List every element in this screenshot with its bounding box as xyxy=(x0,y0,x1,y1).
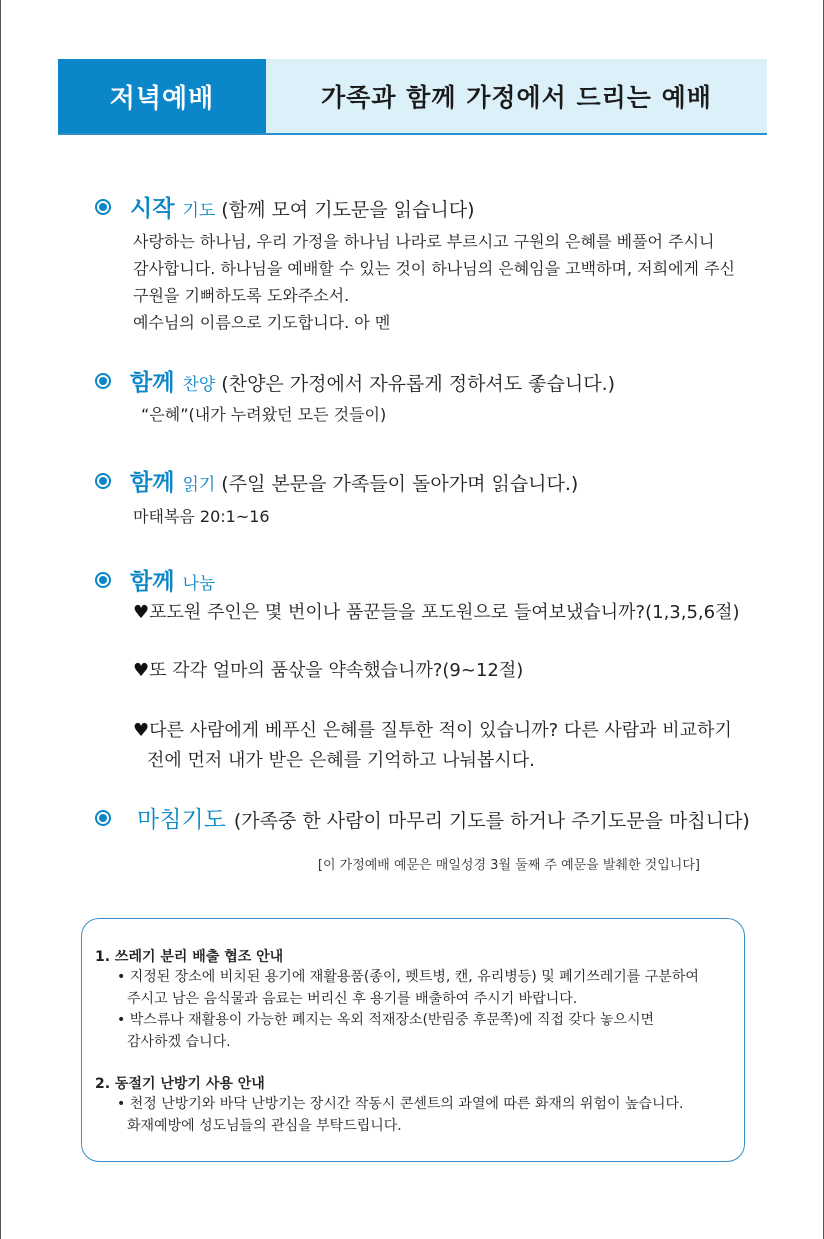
prayer-line: 사랑하는 하나님, 우리 가정을 하나님 나라로 부르시고 구원의 은혜를 베풀어 주시니 xyxy=(133,232,715,251)
section-sub-label: 나눔 xyxy=(182,574,216,594)
song-title: “은혜”(내가 누려왔던 모든 것들이) xyxy=(141,405,387,424)
source-footnote: [이 가정예배 예문은 매일성경 3월 둘째 주 예문을 발췌한 것입니다] xyxy=(317,858,700,873)
header-right-title: 가족과 함께 가정에서 드리는 예배 xyxy=(321,83,712,112)
sharing-question-2 xyxy=(133,656,763,686)
section-title xyxy=(95,190,775,223)
praise-song-title xyxy=(141,401,751,428)
section-reading xyxy=(95,464,775,497)
prayer-line: 예수님의 이름으로 기도합니다. 아 멘 xyxy=(133,313,391,332)
section-main-label: 마침기도 xyxy=(137,807,226,833)
bullet-circle-icon xyxy=(95,810,111,826)
section-note: (주일 본문을 가족들이 돌아가며 읽습니다.) xyxy=(221,473,579,495)
opening-prayer-text xyxy=(133,228,743,336)
question-text: 포도원 주인은 몇 번이나 품꾼들을 포도원으로 들여보냈습니까?(1,3,5,6절) xyxy=(149,602,740,623)
section-title xyxy=(95,464,775,497)
section-title xyxy=(95,801,775,834)
notice-line: • 천정 난방기와 바닥 난방기는 장시간 작동시 콘센트의 과열에 따른 화재의 위험이 높습니다. xyxy=(117,1096,684,1112)
notice-title-2: 2. 동절기 난방기 사용 안내 xyxy=(95,1076,265,1092)
page-border-left xyxy=(0,0,1,1239)
section-note: (함께 모여 기도문을 읽습니다) xyxy=(221,199,475,221)
heart-icon: ♥ xyxy=(133,660,150,681)
bullet-circle-icon xyxy=(95,572,111,588)
section-note: (찬양은 가정에서 자유롭게 정하셔도 좋습니다.) xyxy=(221,373,616,395)
section-main-label: 함께 xyxy=(130,470,175,496)
section-sub-label: 기도 xyxy=(182,201,216,221)
sharing-question-1 xyxy=(133,598,763,628)
notice-title-1: 1. 쓰레기 분리 배출 협조 안내 xyxy=(95,949,284,965)
prayer-line: 감사합니다. 하나님을 예배할 수 있는 것이 하나님의 은혜임을 고백하며, 저희에게 주신 xyxy=(133,259,735,278)
bullet-circle-icon xyxy=(95,473,111,489)
section-title xyxy=(95,563,775,596)
header-title-box xyxy=(266,59,767,133)
notice-line: 화재예방에 성도님들의 관심을 부탁드립니다. xyxy=(127,1118,402,1134)
question-text: 전에 먼저 내가 받은 은혜를 기억하고 나눠봅시다. xyxy=(147,750,535,771)
section-closing-prayer xyxy=(95,801,775,834)
bullet-circle-icon xyxy=(95,373,111,389)
sharing-question-3 xyxy=(133,716,763,776)
section-main-label: 함께 xyxy=(130,569,175,595)
notice-bullet xyxy=(117,1009,737,1053)
section-main-label: 함께 xyxy=(130,370,175,396)
section-title xyxy=(95,364,775,397)
notice-line: • 박스류나 재활용이 가능한 폐지는 옥외 적재장소(반림중 후문쪽)에 직접 갖다 놓으시면 xyxy=(117,1012,655,1028)
prayer-line: 구원을 기뻐하도록 도와주소서. xyxy=(133,286,350,305)
section-main-label: 시작 xyxy=(130,196,175,222)
section-opening-prayer xyxy=(95,190,775,223)
notice-line: 감사하겠 습니다. xyxy=(127,1034,231,1050)
question-text: 또 각각 얼마의 품삯을 약속했습니까?(9~12절) xyxy=(149,660,524,681)
scripture-reference: 마태복음 20:1~16 xyxy=(133,507,270,526)
heart-icon: ♥ xyxy=(133,720,150,741)
header-left-title: 저녁예배 xyxy=(109,83,215,114)
notice-line: • 지정된 장소에 비치된 용기에 재활용품(종이, 펫트병, 캔, 유리병등) 및 폐기쓰레기를 구분하여 xyxy=(117,969,699,985)
notice-line: 주시고 남은 음식물과 음료는 버리신 후 용기를 배출하여 주시기 바랍니다. xyxy=(127,991,578,1007)
bullet-circle-icon xyxy=(95,199,111,215)
notice-bullet xyxy=(117,1093,737,1137)
section-sub-label: 읽기 xyxy=(182,475,216,495)
heart-icon: ♥ xyxy=(133,602,150,623)
question-text: 다른 사람에게 베푸신 은혜를 질투한 적이 있습니까? 다른 사람과 비교하기 xyxy=(149,720,732,741)
section-sharing xyxy=(95,563,775,596)
header-bar xyxy=(58,59,767,135)
section-sub-label: 찬양 xyxy=(182,375,216,395)
section-praise xyxy=(95,364,775,397)
reading-passage xyxy=(133,503,743,530)
header-label-box xyxy=(58,59,266,133)
section-note: (가족중 한 사람이 마무리 기도를 하거나 주기도문을 마칩니다) xyxy=(233,810,750,832)
notice-bullet xyxy=(117,966,737,1010)
